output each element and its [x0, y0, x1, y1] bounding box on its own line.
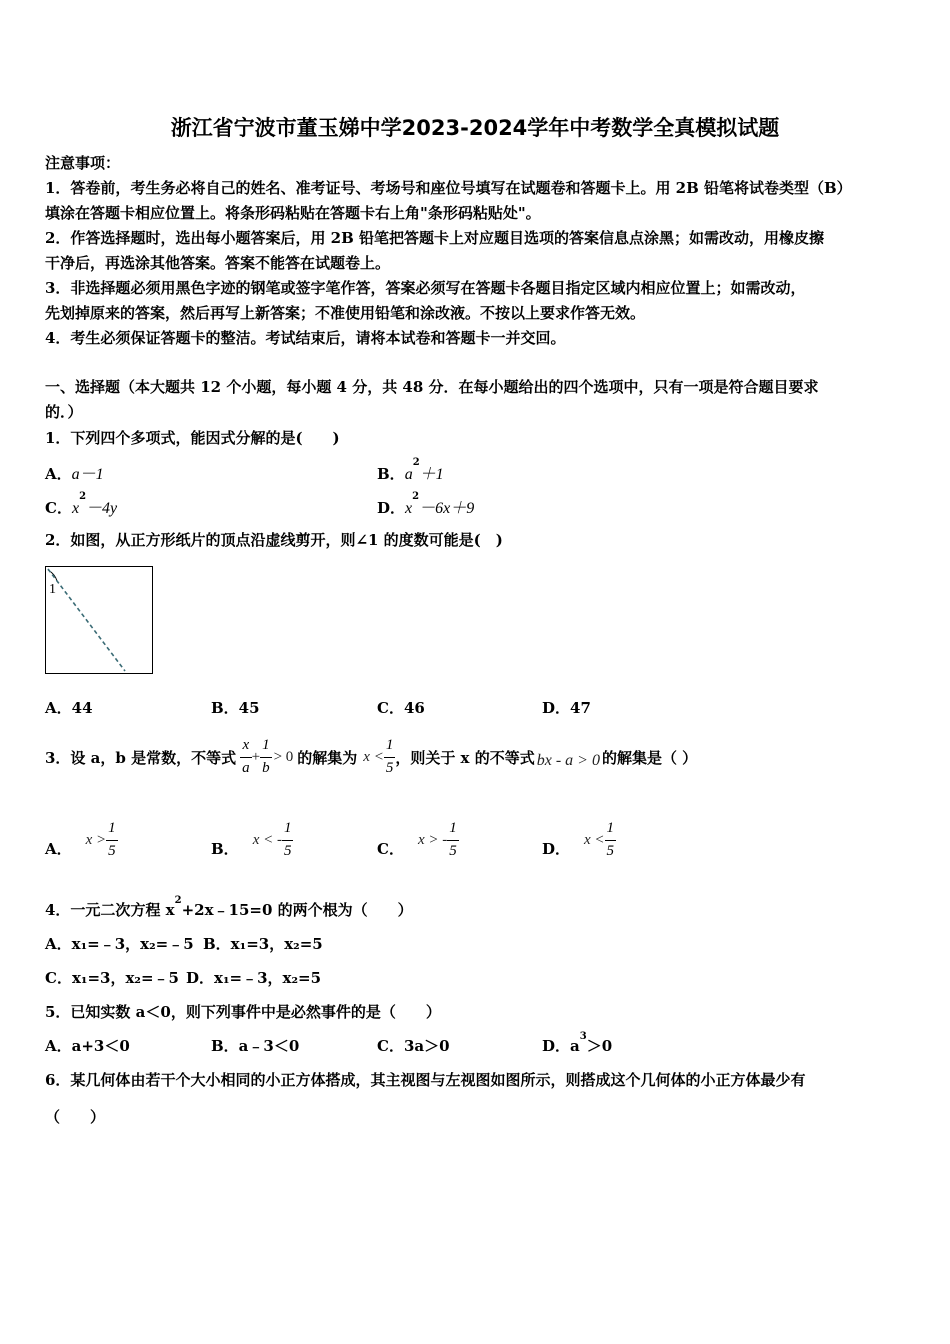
q1-option-b-base: a: [404, 466, 413, 483]
q4-option-b: B．x₁=3，x₂=5: [203, 935, 323, 953]
q3-option-b-lhs: x < -: [252, 831, 282, 848]
q3-d-den: 5: [605, 840, 617, 859]
q4-stem-exp: 2: [174, 895, 182, 906]
notice-line-2b: 干净后，再选涂其他答案。答案不能答在试题卷上。: [45, 254, 391, 272]
q3-f1-den: a: [240, 757, 252, 776]
q5-option-d: [542, 1031, 613, 1056]
q3-f2-num: 1: [262, 737, 270, 753]
q3-b-den: 5: [282, 840, 294, 859]
page-title: 浙江省宁波市董玉娣中学2023-2024学年中考数学全真模拟试题: [170, 116, 780, 140]
q3-option-d-label: D．: [542, 839, 571, 858]
notice-heading: 注意事项：: [45, 154, 121, 172]
q6-stem-line-1: 6．某几何体由若干个大小相同的小正方体搭成，其主视图与左视图如图所示，则搭成这个几何体的小正方体最少有: [45, 1071, 806, 1089]
q3-option-a-fraction: [106, 821, 118, 859]
q3-d-num: 1: [606, 820, 615, 836]
q1-stem: 1．下列四个多项式，能因式分解的是( ): [45, 429, 340, 447]
notice-line-3b: 先划掉原来的答案，然后再写上新答案；不准使用铅笔和涂改液。不按以上要求作答无效。: [45, 304, 646, 322]
q2-option-b: B．45: [211, 699, 260, 717]
q1-option-d-base: x: [405, 500, 413, 517]
square-paper-figure: [45, 566, 153, 674]
q3-stem: [45, 733, 697, 781]
q4-option-c: C．x₁=3，x₂=﹣5: [45, 969, 179, 987]
q1-option-b: [377, 457, 444, 484]
q3-plus: +: [251, 748, 261, 765]
q2-stem: 2．如图，从正方形纸片的顶点沿虚线剪开，则∠1 的度数可能是( ): [45, 531, 503, 549]
q3-option-b: [211, 816, 293, 864]
notice-line-1b: 填涂在答题卡相应位置上。将条形码粘贴在答题卡右上角"条形码粘贴处"。: [45, 204, 541, 222]
q3-option-d-lhs: x <: [584, 831, 605, 848]
q4-stem: [45, 895, 413, 920]
q3-a-den: 5: [106, 840, 118, 859]
q3-s-num: 1: [385, 737, 394, 753]
q1-option-c-base: x: [71, 500, 80, 517]
q1-option-d-rest: －6x＋9: [419, 500, 475, 517]
q3-gt-zero: > 0: [273, 748, 294, 765]
q1-option-d-exp: 2: [412, 491, 420, 502]
q1-option-b-label: B．: [377, 465, 405, 483]
q3-option-a: [45, 816, 118, 864]
q3-text-4: 的解集是（ ）: [601, 748, 698, 767]
q3-solution-fraction: [384, 738, 396, 776]
q3-option-d-fraction: [605, 821, 617, 859]
notice-line-3a: 3．非选择题必须用黑色字迹的钢笔或签字笔作答，答案必须写在答题卡各题目指定区域内相应位置上；如需改动，: [45, 279, 806, 297]
q1-option-b-exp: 2: [412, 457, 420, 468]
q5-option-a: A．a+3＜0: [45, 1037, 130, 1055]
q5-option-d-b: ＞0: [586, 1037, 613, 1055]
q3-s-den: 5: [384, 757, 396, 776]
q6-stem-line-2: （ ）: [45, 1108, 106, 1126]
q3-option-a-lhs: x >: [85, 831, 107, 848]
q3-option-c-lhs: x > -: [417, 831, 448, 848]
q1-option-a: [45, 461, 104, 484]
q4-option-a: A．x₁=﹣3，x₂=﹣5: [45, 935, 194, 953]
q3-option-d: [542, 816, 616, 864]
q2-option-c: C．46: [377, 699, 425, 717]
q3-a-num: 1: [108, 820, 116, 836]
q4-stem-a: 4．一元二次方程 x: [45, 901, 175, 919]
q1-option-d-label: D．: [377, 499, 406, 517]
q1-option-a-label: A．: [45, 465, 72, 483]
cut-diagram: [46, 567, 152, 673]
q1-option-c-exp: 2: [79, 491, 87, 502]
notice-line-2a: 2．作答选择题时，选出每小题答案后，用 2B 铅笔把答题卡上对应题目选项的答案信息点涂黑；如需改动，用橡皮擦: [45, 229, 825, 247]
q2-option-d: D．47: [542, 699, 591, 717]
q3-option-c-fraction: [447, 821, 459, 859]
q3-option-b-fraction: [282, 821, 294, 859]
q5-option-b: B．a﹣3＜0: [211, 1037, 300, 1055]
q1-option-b-rest: ＋1: [419, 466, 444, 483]
q3-c-den: 5: [447, 840, 459, 859]
q3-option-a-label: A．: [45, 839, 72, 858]
q1-option-c-label: C．: [45, 499, 72, 517]
q3-text-1: 3．设 a，b 是常数，不等式: [45, 748, 237, 767]
q5-stem: 5．已知实数 a＜0，则下列事件中是必然事件的是（ ）: [45, 1003, 441, 1021]
q4-option-d: D．x₁=﹣3，x₂=5: [186, 969, 322, 987]
q3-b-num: 1: [283, 820, 292, 836]
q1-option-d: [377, 491, 475, 518]
section-heading-line-1: 一、选择题（本大题共 12 个小题，每小题 4 分，共 48 分．在每小题给出的四个选项中，只有一项是符合题目要求: [45, 378, 819, 396]
section-heading-line-2: 的．）: [45, 403, 83, 421]
q3-option-b-label: B．: [211, 839, 239, 858]
q3-fraction-1-over-b: [260, 738, 272, 776]
q2-option-a: A．44: [45, 699, 93, 717]
q5-option-d-a: D．a: [542, 1037, 580, 1055]
q3-fraction-x-over-a: [240, 738, 252, 776]
q1-option-c: [45, 491, 118, 518]
q3-option-c: [377, 816, 459, 864]
q3-inequality-2: bx - a > 0: [536, 752, 600, 769]
q3-f2-den: b: [260, 757, 272, 776]
q1-option-a-expr: a－1: [71, 466, 104, 483]
q4-stem-b: +2x﹣15=0 的两个根为（ ）: [181, 901, 413, 919]
angle-label: 1: [49, 582, 56, 597]
notice-line-1a: 1．答卷前，考生务必将自己的姓名、准考证号、考场号和座位号填写在试题卷和答题卡上。用 2B 铅笔将试卷类型（B）: [45, 179, 852, 197]
q3-text-3: ，则关于 x 的不等式: [395, 748, 535, 767]
q3-c-num: 1: [449, 820, 457, 836]
q3-text-2: 的解集为: [297, 748, 358, 767]
q5-option-d-exp: 3: [579, 1031, 587, 1042]
q1-option-c-rest: －4y: [86, 500, 118, 517]
q5-option-c: C．3a＞0: [377, 1037, 450, 1055]
q3-solution-lhs: x <: [363, 748, 384, 765]
notice-line-4: 4．考生必须保证答题卡的整洁。考试结束后，请将本试卷和答题卡一并交回。: [45, 329, 566, 347]
q3-option-c-label: C．: [377, 839, 404, 858]
q3-f1-num: x: [242, 737, 250, 753]
dashed-cut-line: [48, 569, 125, 671]
